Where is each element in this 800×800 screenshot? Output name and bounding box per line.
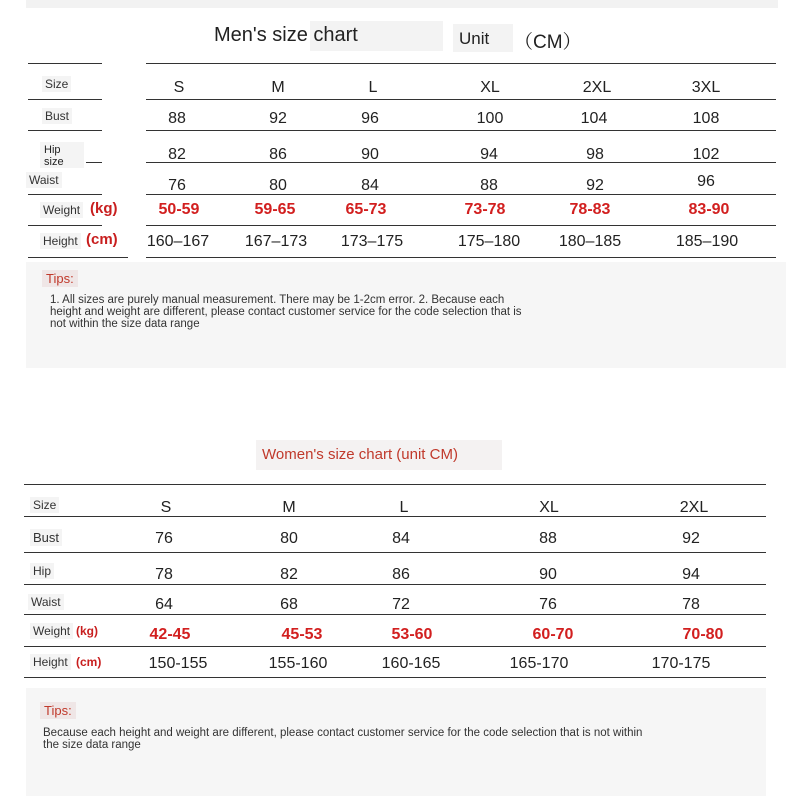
women-height-cell: 165-170 [509,655,569,672]
women-height-cell: 160-165 [381,655,441,672]
women-bust-cell: 80 [280,530,298,547]
men-size-cell: L [368,79,378,96]
men-bust-cell: 108 [692,110,720,127]
women-hip-cell: 90 [539,566,557,583]
men-label-weight: Weight [40,202,83,218]
women-rule [24,677,766,678]
men-label-hip-size: size [44,156,64,168]
women-bust-cell: 88 [539,530,557,547]
top-edge-strip [26,0,778,8]
men-unit-value: （CM） [514,32,582,53]
men-weight-cell: 83-90 [688,201,730,218]
men-rule [28,99,102,100]
women-weight-cell: 53-60 [391,626,433,643]
men-rule [146,257,776,258]
women-hip-cell: 86 [392,566,410,583]
men-tips-title: Tips: [42,270,78,287]
men-tips-text [50,294,522,330]
men-rule [146,130,776,131]
women-rule [24,484,766,485]
women-waist-cell: 76 [539,596,557,613]
men-size-cell: 2XL [582,79,612,96]
women-hip-cell: 94 [682,566,700,583]
men-title: Men's size chart [214,24,358,46]
women-title: Women's size chart (unit CM) [262,446,458,463]
men-rule [86,162,102,163]
men-waist-cell: 80 [269,177,287,194]
women-size-cell: 2XL [679,499,709,516]
men-weight-cell: 50-59 [158,201,200,218]
men-size-cell: M [271,79,285,96]
men-rule [146,63,776,64]
men-rule [146,99,776,100]
men-hip-cell: 98 [586,146,604,163]
men-size-cell: S [173,79,185,96]
men-height-cell: 173–175 [340,233,404,250]
men-rule [28,194,102,195]
men-bust-cell: 100 [476,110,504,127]
men-waist-cell: 88 [480,177,498,194]
men-hip-cell: 90 [361,146,379,163]
men-height-cell: 160–167 [146,233,210,250]
men-rule [28,63,102,64]
men-rule [28,225,102,226]
men-weight-cell: 78-83 [569,201,611,218]
men-tips-line: height and weight are different, please contact customer service for the code selection that is [50,306,522,318]
men-size-cell: 3XL [691,79,721,96]
men-label-bust: Bust [42,108,72,124]
men-height-cell: 175–180 [457,233,521,250]
women-tips-text [43,727,642,751]
women-hip-cell: 78 [155,566,173,583]
men-height-cell: 167–173 [244,233,308,250]
women-label-size: Size [30,497,59,513]
women-waist-cell: 72 [392,596,410,613]
men-weight-cell: 73-78 [464,201,506,218]
men-weight-cell: 59-65 [254,201,296,218]
men-hip-cell: 86 [269,146,287,163]
men-weight-unit: (kg) [90,200,118,217]
women-label-bust: Bust [30,529,62,546]
women-size-cell: M [282,499,296,516]
men-label-height: Height [40,233,81,249]
women-waist-cell: 78 [682,596,700,613]
men-rule [28,130,102,131]
women-height-cell: 170-175 [651,655,711,672]
men-weight-cell: 65-73 [345,201,387,218]
men-tips-line: not within the size data range [50,318,200,330]
women-weight-cell: 42-45 [149,626,191,643]
men-waist-cell: 92 [586,177,604,194]
men-rule [146,225,776,226]
women-bust-cell: 84 [392,530,410,547]
men-label-waist: Waist [26,172,62,188]
women-rule [24,614,766,615]
women-size-cell: S [160,499,172,516]
women-tips-line: Because each height and weight are different, please contact customer service for the code selection that is not within [43,727,643,739]
men-unit-label: Unit [459,29,490,48]
women-weight-cell: 60-70 [532,626,574,643]
women-label-waist: Waist [28,594,64,610]
women-bust-cell: 92 [682,530,700,547]
women-height-cell: 150-155 [148,655,208,672]
men-tips-line: 1. All sizes are purely manual measurement. There may be 1-2cm error. 2. Because each [50,294,505,306]
women-weight-cell: 45-53 [281,626,323,643]
women-size-cell: XL [539,499,559,516]
women-waist-cell: 64 [155,596,173,613]
men-bust-cell: 88 [168,110,186,127]
women-tips-title: Tips: [40,702,76,719]
men-height-cell: 180–185 [558,233,622,250]
men-label-size: Size [42,76,71,92]
men-bust-cell: 104 [580,110,608,127]
women-rule [24,552,766,553]
women-rule [24,646,766,647]
men-waist-cell: 84 [361,177,379,194]
men-size-cell: XL [480,79,500,96]
women-label-hip: Hip [30,563,54,579]
women-weight-unit: (kg) [76,624,98,638]
women-waist-cell: 68 [280,596,298,613]
men-waist-cell: 96 [697,173,715,190]
women-height-cell: 155-160 [268,655,328,672]
men-rule [28,257,128,258]
women-hip-cell: 82 [280,566,298,583]
women-height-unit: (cm) [76,655,102,669]
men-label-hip: Hip [44,144,61,156]
men-hip-cell: 82 [168,146,186,163]
women-tips-line: the size data range [43,739,141,751]
women-size-cell: L [399,499,409,516]
men-hip-cell: 102 [692,146,720,163]
women-label-weight: Weight [30,623,73,639]
men-hip-cell: 94 [480,146,498,163]
men-bust-cell: 92 [269,110,287,127]
women-label-height: Height [30,654,71,670]
men-bust-cell: 96 [361,110,379,127]
men-waist-cell: 76 [168,177,186,194]
women-weight-cell: 70-80 [682,626,724,643]
women-rule [24,584,766,585]
men-height-unit: (cm) [86,231,118,248]
women-bust-cell: 76 [155,530,173,547]
men-height-cell: 185–190 [675,233,739,250]
